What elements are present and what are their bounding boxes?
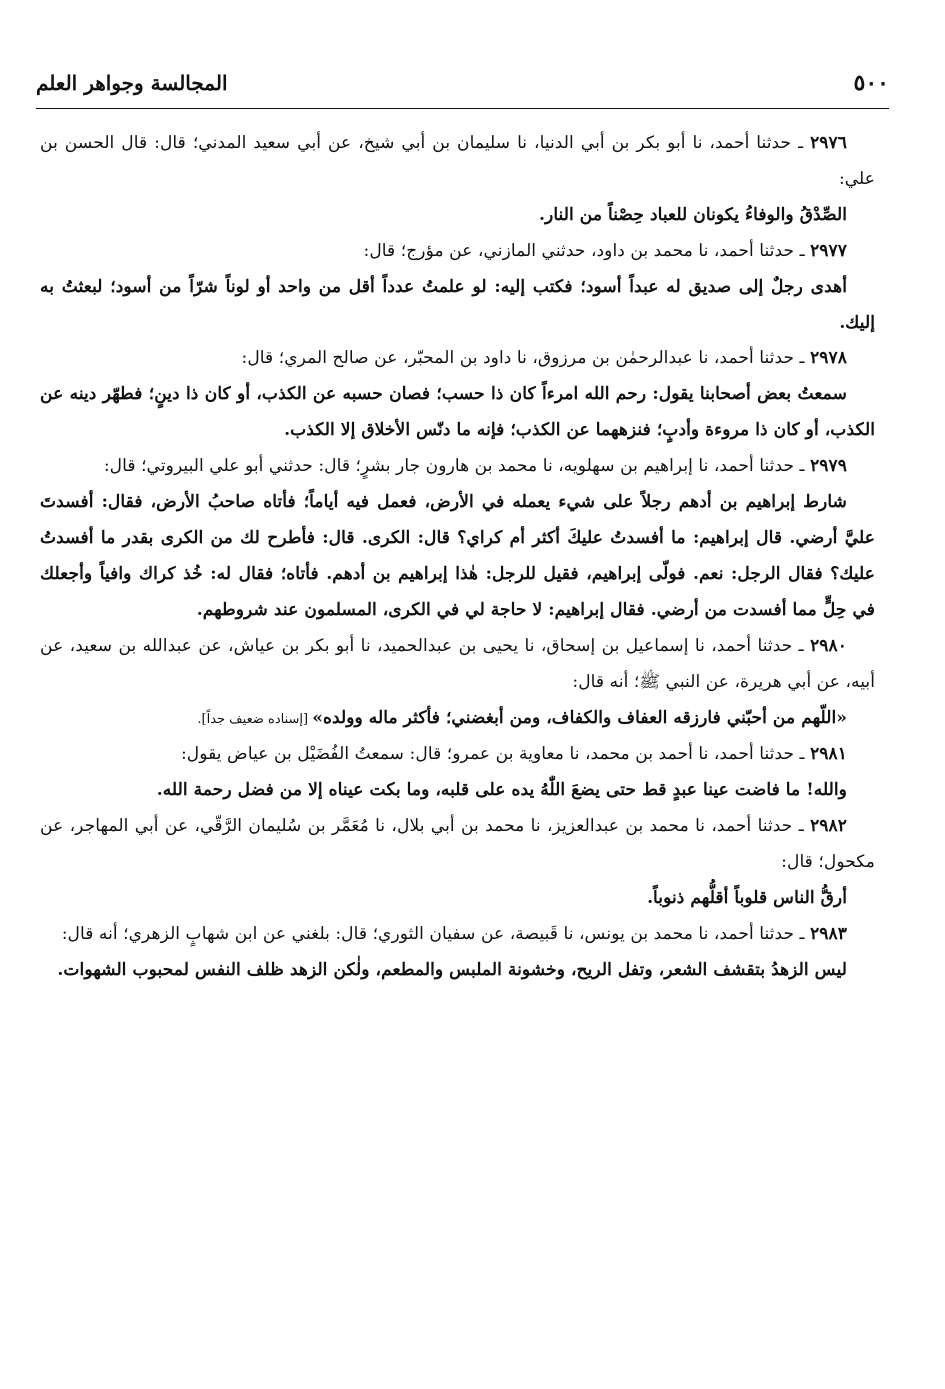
entry-quote: أرقُّ الناس قلوباً أقلُّهم ذنوباً. — [647, 888, 847, 909]
isnad-text: ـ حدثنا أحمد، نا أبو بكر بن أبي الدنيا، نا سليمان بن أبي شيخ، عن أبي سعيد المدني؛ قال: قال الحسن بن علي: — [40, 133, 875, 189]
entry-isnad — [40, 629, 875, 701]
page-number: ٥٠٠ — [853, 70, 889, 96]
isnad-text: ـ حدثنا أحمد، نا محمد بن داود، حدثني المازني، عن مؤرج؛ قال: — [363, 240, 811, 261]
entry-quote: أهدى رجلٌ إلى صديق له عبداً أسود؛ فكتب إليه: لو علمتُ عدداً أقل من واحد أو لوناً شرّاً من أسود؛ لبعثتُ به إليك. — [40, 276, 875, 333]
entry-quote: سمعتُ بعض أصحابنا يقول: رحم الله امرءاً كان ذا حسب؛ فصان حسبه عن الكذب، أو كان ذا دينٍ؛ فطهّر دينه عن الكذب، أو كان ذا مروءة وأدبٍ؛ فنزههما عن الكذب؛ فإنه ما دنّس الأخلاق إلا الكذب. — [40, 384, 875, 441]
entry-isnad — [40, 234, 875, 270]
header-rule — [36, 108, 889, 109]
entry-number: ٢٩٧٩ — [810, 456, 847, 477]
entry-number: ٢٩٨٣ — [810, 923, 847, 944]
isnad-text: ـ حدثنا أحمد، نا عبدالرحمٰن بن مرزوق، نا داود بن المحبّر، عن صالح المري؛ قال: — [241, 348, 811, 369]
entry-quote: شارط إبراهيم بن أدهم رجلاً على شيء يعمله في الأرض، فعمل فيه أياماً؛ فأتاه صاحبُ الأرض، فقال: أفسدتَ عليَّ أرضي. قال إبراهيم: ما أفسدتُ عليكَ أكثر أم كراي؟ قال: الكرى. قال: فأطرح لك من الكرى بقدر ما أفسدتُ عليك؟ فقال الرجل: نعم. فولّى إبراهيم، فقيل للرجل: هٰذا إبراهيم بن أدهم. فأتاه؛ فقال له: خُذ كراك وافياً وأجعلك في حِلٍّ مما أفسدت من أرضي. فقال إبراهيم: لا حاجة لي في الكرى، المسلمون عند شروطهم. — [40, 492, 875, 620]
entry-number: ٢٩٧٧ — [810, 240, 847, 261]
entry-number: ٢٩٨٢ — [810, 816, 847, 837]
entry-number: ٢٩٧٨ — [810, 348, 847, 369]
entry-quote — [40, 701, 875, 738]
entry-isnad — [40, 126, 875, 198]
running-title: المجالسة وجواهر العلم — [36, 71, 228, 95]
grading-note: [إسناده ضعيف جداً]. — [197, 711, 313, 727]
isnad-text: ـ حدثنا أحمد، نا محمد بن يونس، نا قَبيصة، عن سفيان الثوري؛ قال: بلغني عن ابن شهابٍ الزهري؛ أنه قال: — [61, 923, 811, 944]
isnad-text: ـ حدثنا أحمد، نا إبراهيم بن سهلويه، نا محمد بن هارون جار بشرٍ؛ قال: حدثني أبو علي البيروتي؛ قال: — [103, 456, 811, 477]
entry-isnad — [40, 809, 875, 881]
isnad-text: ـ حدثنا أحمد، نا أحمد بن محمد، نا معاوية بن عمرو؛ قال: سمعتُ الفُضَيْل بن عياض يقول: — [180, 744, 811, 765]
entry-isnad — [40, 449, 875, 485]
entry-number: ٢٩٨١ — [810, 744, 847, 765]
entry-number: ٢٩٨٠ — [810, 635, 847, 656]
page-header — [36, 62, 889, 104]
page-body — [40, 126, 875, 989]
isnad-text: ـ حدثنا أحمد، نا إسماعيل بن إسحاق، نا يحيى بن عبدالحميد، نا أبو بكر بن عياش، عن عبدالله بن سعيد، عن أبيه، عن أبي هريرة، عن النبي ﷺ؛ أنه قال: — [40, 635, 875, 692]
isnad-text: ـ حدثنا أحمد، نا محمد بن عبدالعزيز، نا محمد بن أبي بلال، نا مُعَمَّر بن سُليمان الرَّقّي، عن أبي المهاجر، عن مكحول؛ قال: — [40, 816, 875, 873]
entry-isnad — [40, 737, 875, 773]
entry-isnad — [40, 917, 875, 953]
entry-quote: والله! ما فاضت عينا عبدٍ قط حتى يضعَ اللّٰهُ يده على قلبه، وما بكت عيناه إلا من فضل رحمة الله. — [156, 780, 847, 801]
entry-isnad — [40, 341, 875, 377]
entry-quote: ليس الزهدُ بتقشف الشعر، وتفل الريح، وخشونة الملبس والمطعم، ولٰكن الزهد ظلف النفس لمحبوب الشهوات. — [57, 959, 847, 980]
hadith-text: «اللّهم من أحبّني فارزقه العفاف والكفاف، ومن أبغضني؛ فأكثر ماله وولده» — [312, 707, 847, 728]
entry-quote: الصِّدْقُ والوفاءُ يكونان للعباد حِصْناً من النار. — [539, 204, 847, 225]
entry-number: ٢٩٧٦ — [810, 133, 847, 153]
